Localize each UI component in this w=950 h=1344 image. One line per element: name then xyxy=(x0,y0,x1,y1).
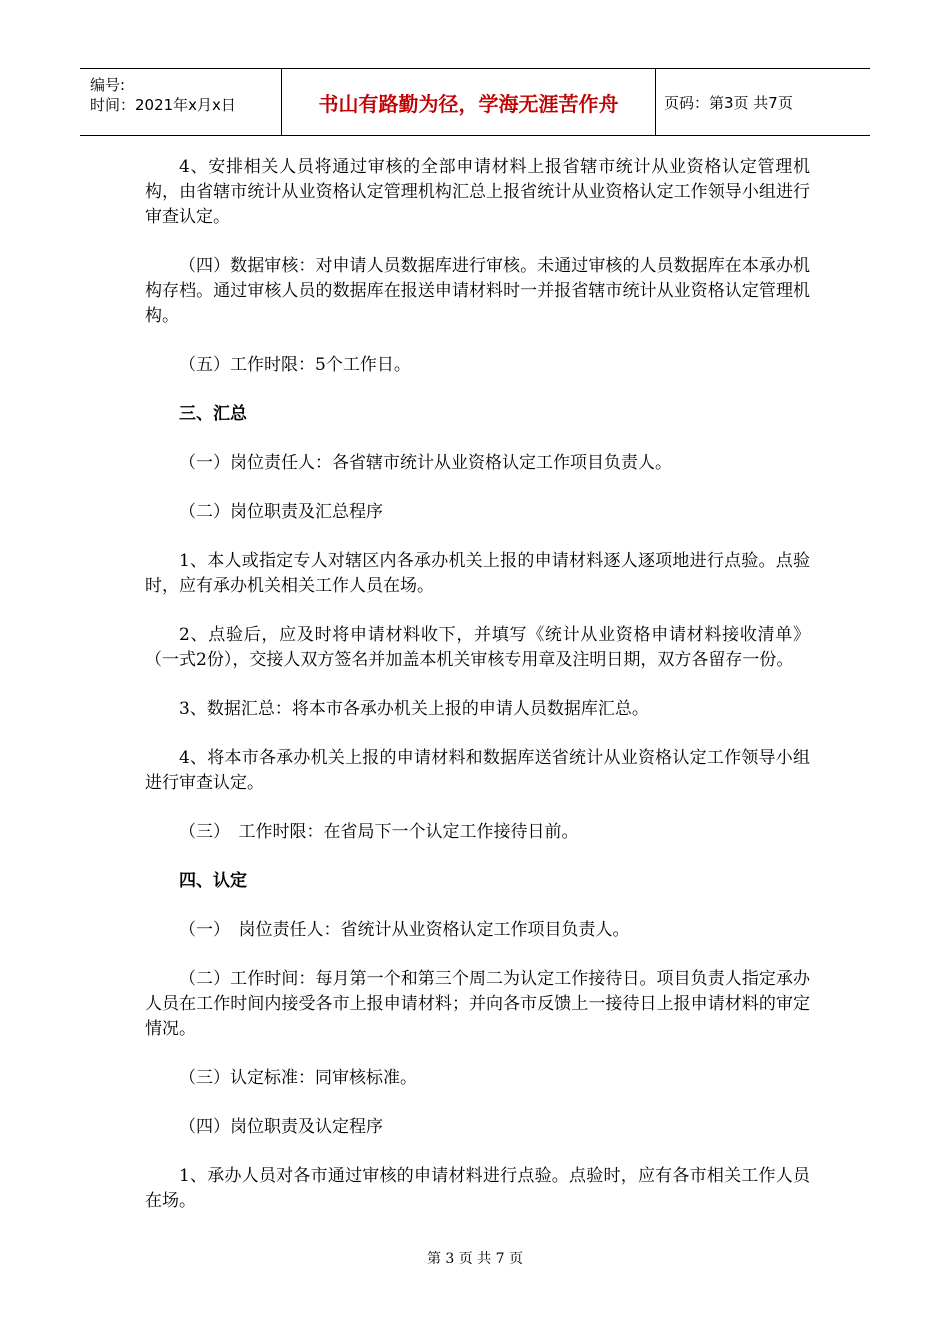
header-meta xyxy=(80,69,282,135)
page-header xyxy=(80,68,870,136)
body-paragraph: （一） 岗位责任人：省统计从业资格认定工作项目负责人。 xyxy=(179,920,630,940)
section-heading: 三、汇总 xyxy=(179,404,247,424)
page-footer: 第 3 页 共 7 页 xyxy=(426,1251,524,1267)
body-paragraph: （二）工作时间：每月第一个和第三个周二为认定工作接待日。项目负责人指定承办人员在工作时间内接受各市上报申请材料；并向各市反馈上一接待日上报申请材料的审定情况。 xyxy=(145,969,810,1039)
body-paragraph: 2、点验后，应及时将申请材料收下，并填写《统计从业资格申请材料接收清单》（一式2份），交接人双方签名并加盖本机关审核专用章及注明日期，双方各留存一份。 xyxy=(145,625,810,670)
document-number-label: 编号: xyxy=(90,76,126,94)
body-paragraph: 4、安排相关人员将通过审核的全部申请材料上报省辖市统计从业资格认定管理机构，由省辖市统计从业资格认定管理机构汇总上报省统计从业资格认定工作领导小组进行审查认定。 xyxy=(145,157,810,227)
body-paragraph: 4、将本市各承办机关上报的申请材料和数据库送省统计从业资格认定工作领导小组进行审查认定。 xyxy=(145,748,810,793)
body-paragraph: 3、数据汇总：将本市各承办机关上报的申请人员数据库汇总。 xyxy=(179,699,649,719)
body-paragraph: （三）认定标准：同审核标准。 xyxy=(179,1068,417,1088)
document-date: 时间：2021年x月x日 xyxy=(90,96,236,114)
body-paragraph: （三） 工作时限：在省局下一个认定工作接待日前。 xyxy=(179,822,579,842)
body-paragraph: （一）岗位责任人：各省辖市统计从业资格认定工作项目负责人。 xyxy=(179,453,672,473)
body-paragraph: （二）岗位职责及汇总程序 xyxy=(179,502,383,522)
body-paragraph: （四）岗位职责及认定程序 xyxy=(179,1117,383,1137)
body-paragraph: （五）工作时限：5个工作日。 xyxy=(179,355,411,375)
section-heading: 四、认定 xyxy=(179,871,247,891)
header-page-info: 页码：第3页 共7页 xyxy=(664,93,793,112)
header-motto: 书山有路勤为径，学海无涯苦作舟 xyxy=(282,69,656,135)
document-body xyxy=(145,155,810,1238)
body-paragraph: （四）数据审核：对申请人员数据库进行审核。未通过审核的人员数据库在本承办机构存档。通过审核人员的数据库在报送申请材料时一并报省辖市统计从业资格认定管理机构。 xyxy=(145,256,810,326)
body-paragraph: 1、本人或指定专人对辖区内各承办机关上报的申请材料逐人逐项地进行点验。点验时，应有承办机关相关工作人员在场。 xyxy=(145,551,810,596)
body-paragraph: 1、承办人员对各市通过审核的申请材料进行点验。点验时，应有各市相关工作人员在场。 xyxy=(145,1166,810,1211)
